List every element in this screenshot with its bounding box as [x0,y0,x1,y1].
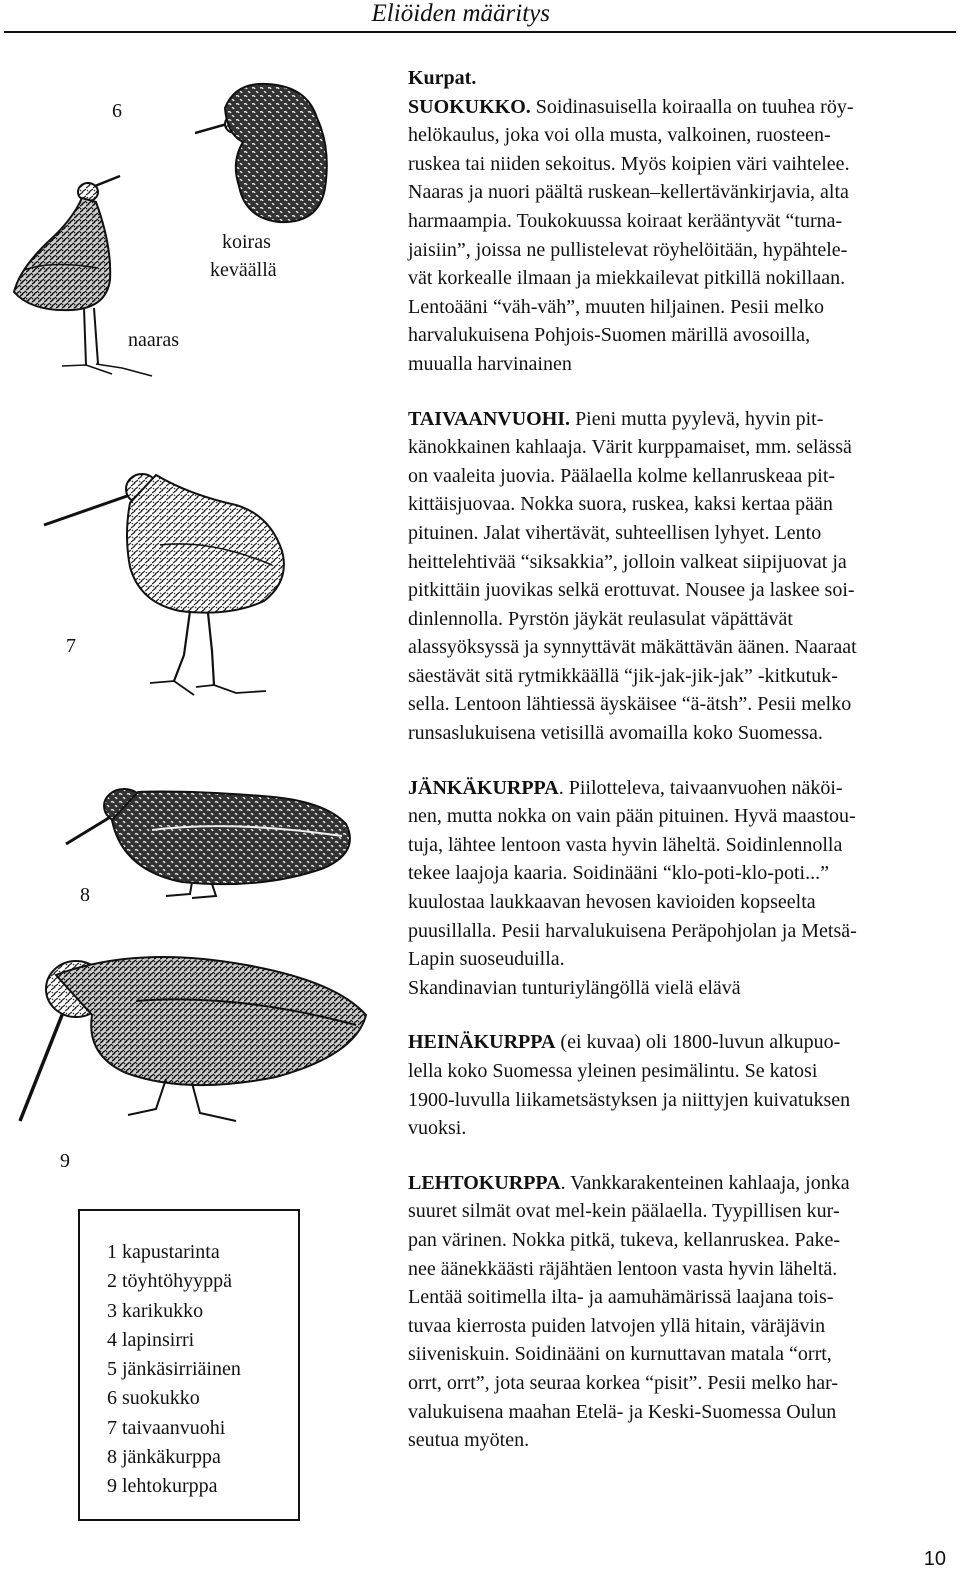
legend-item: 9 lehtokurppa [107,1475,218,1498]
ruff-male-label-2: keväällä [210,259,277,281]
legend-item: 7 taivaanvuohi [107,1416,226,1439]
ruff-female-illustration [2,150,172,390]
taivaanvuohi-name: TAIVAANVUOHI. [408,407,571,430]
legend-item: 6 suokukko [107,1387,200,1410]
figure-7-number: 7 [66,635,76,657]
taivaanvuohi-description: TAIVAANVUOHI. Pieni mutta pyylevä, hyvin pit- känokkainen kahlaaja. Värit kurppamaiset, mm. selässä on vaaleita juovia. Päälaella kolme kellanruskeaa pit- kittäisjuovaa. Nokka suora, ruskea, kaksi kertaa pään pituinen. Jalat vihertävät, suhteellisen lyhyet. Lento heittelehtivää “siksakkia”, jolloin valkeat siipijuovat ja pitkittäin juovikas selkä erottuvat. Nousee ja laskee soi- dinlennolla. Pyrstön jäykät reulasulat väpättävät alassyöksyssä ja synnyttävät mäkättävän äänen. Naaraat säestävät sitä rytmikkäällä “jik-jak-jik-jak” -kitkutuk- sella. Lentoon lähtiessä äyskäisee “ä-ätsh”. Pesii melko runsaslukuisena vetisillä avomailla koko Suomessa. [408,407,857,745]
lehtokurppa-name: LEHTOKURPPA [408,1171,561,1194]
lehtokurppa-description: LEHTOKURPPA. Vankkarakenteinen kahlaaja, jonka suuret silmät ovat mel-kein päälaella. Tyypillisen kur- pan värinen. Nokka pitkä, tukeva, kellanruskea. Pake- nee äänekkäästi räjähtäen lentoon vasta hyvin läheltä. Lentää soitimella ilta- ja aamuhämärissä laajana tois- tuvaa kierrosta puiden latvojen yllä hitain, väräjävin siiveniskuin. Soidinääni on kurnuttavan matala “orrt, orrt, orrt”, jota seuraa korkea “pisit”. Pesii melko har- valukuisena maahan Etelä- ja Keski-Suomessa Oulun seutua myöten. [408,1171,850,1452]
legend-item: 8 jänkäkurppa [107,1446,221,1469]
ruff-male-illustration [195,78,345,228]
header-divider [4,31,956,33]
suokukko-description: SUOKUKKO. Soidinasuisella koiraalla on tuuhea röy- helökaulus, joka voi olla musta, valkoinen, ruosteen- ruskea tai niiden sekoitus. Myös koipien väri vaihtelee. Naaras ja nuori päältä ruskean–kellertävänkirjavia, alta harmaampia. Toukokuussa koiraat kerääntyvät “turna- jaisiin”, joissa ne pullistelevat röyhelöitään, hypähtele- vät korkealle ilmaan ja miekkailevat pitkillä nokillaan. Lentoääni “väh-väh”, muuten hiljainen. Pesii melko harvalukuisena Pohjois-Suomen märillä avosoilla, muualla harvinainen [408,95,854,375]
heinakurppa-description: HEINÄKURPPA (ei kuvaa) oli 1800-luvun alkupuo- lella koko Suomessa yleinen pesimälintu. Se katosi 1900-luvulla liikametsästyksen ja niittyjen kuivatuksen vuoksi. [408,1031,851,1140]
legend-item: 3 karikukko [107,1299,204,1322]
suokukko-name: SUOKUKKO. [408,95,531,118]
figure-8-number: 8 [80,884,90,906]
section-title: Kurpat. [408,67,477,89]
heinakurppa-name: HEINÄKURPPA [408,1031,556,1054]
jack-snipe-illustration [62,760,362,905]
figure-9-number: 9 [60,1150,70,1172]
legend-item: 4 lapinsirri [107,1328,195,1351]
species-text-column [408,64,953,1455]
woodcock-illustration [16,945,376,1145]
page-number: 10 [923,1548,946,1570]
legend-item: 2 töyhtöhyyppä [107,1270,232,1293]
legend-item: 5 jänkäsirriäinen [107,1358,241,1381]
common-snipe-illustration [40,455,300,720]
jankakurppa-description: JÄNKÄKURPPA. Piilotteleva, taivaanvuohen näköi- nen, mutta nokka on vain pään pituinen. Hyvä maastou- tuja, lähtee lentoon vasta hyvin läheltä. Soidinlennolla tekee laajoja kaaria. Soidinääni “klo-poti-klo-poti...” kuulostaa laukkaavan hevosen kavioiden kopseelta puusillalla. Pesii harvalukuisena Peräpohjolan ja Metsä- Lapin suoseuduilla. Skandinavian tunturiylängöllä vielä elävä [408,776,857,999]
figure-6-number: 6 [112,100,122,122]
species-legend-box [78,1209,300,1521]
legend-item: 1 kapustarinta [107,1241,220,1263]
jankakurppa-name: JÄNKÄKURPPA [408,776,559,799]
header-title: Eliöiden määritys [371,0,550,27]
ruff-female-label: naaras [128,329,180,351]
ruff-male-label-1: koiras [222,231,271,253]
